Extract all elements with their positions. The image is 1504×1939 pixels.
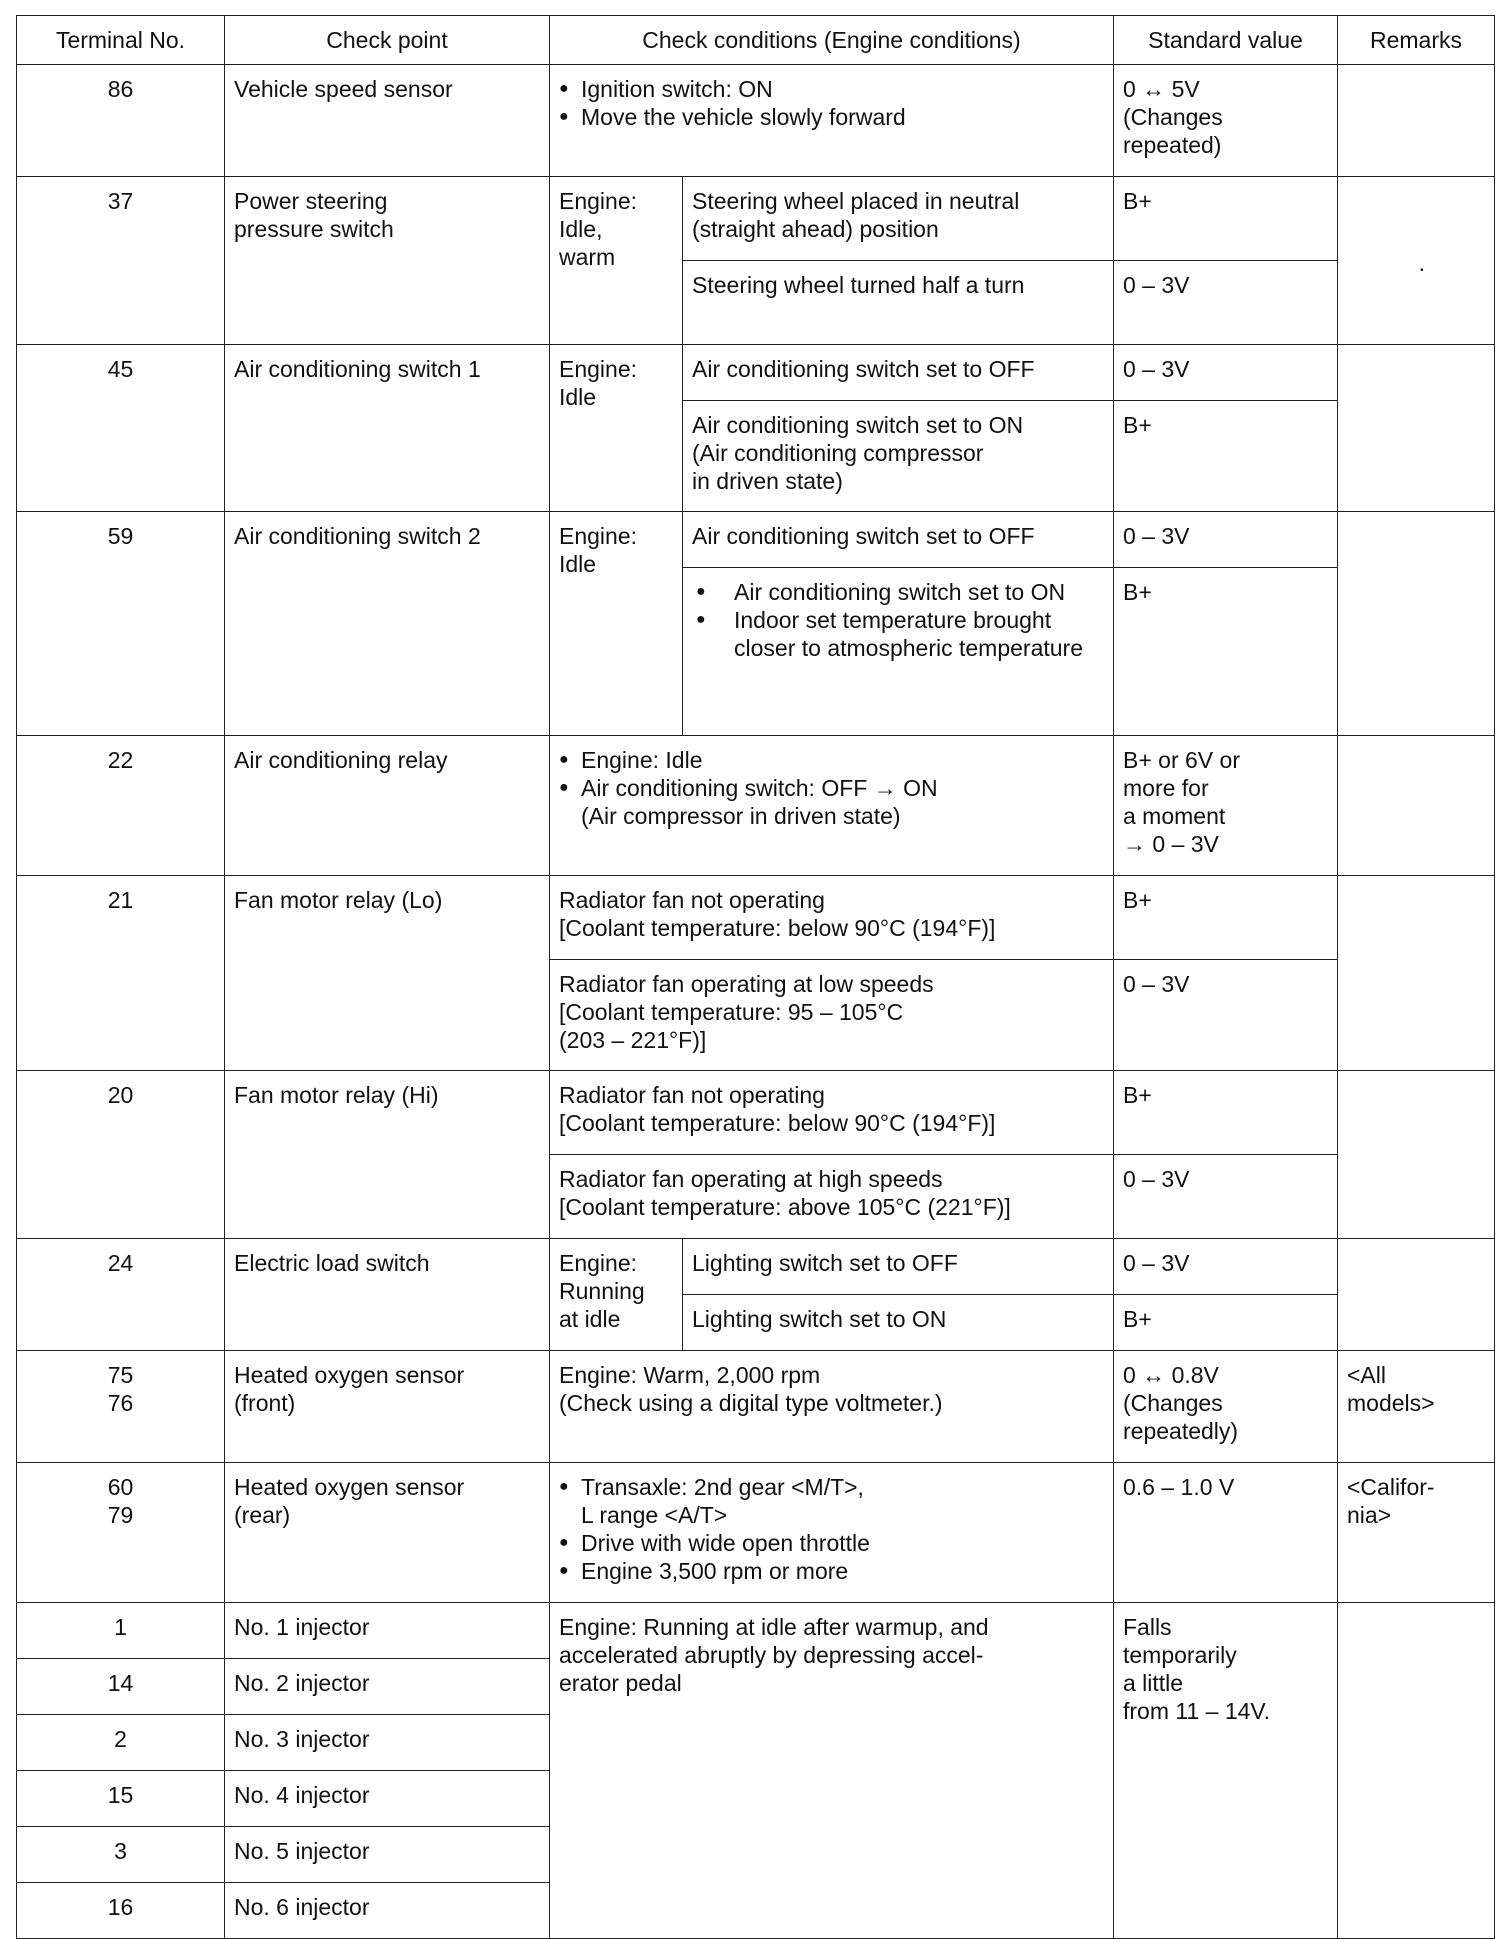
table-row — [17, 1351, 1495, 1463]
terminal-cell: 2 — [17, 1715, 225, 1771]
engine-line: Running — [559, 1278, 645, 1304]
sub-condition-line: (straight ahead) position — [692, 216, 939, 242]
conditions-cell — [550, 65, 1114, 177]
sub-condition-line: Air conditioning switch set to ON — [692, 412, 1024, 438]
check-point-cell: No. 6 injector — [225, 1883, 550, 1939]
condition-line: [Coolant temperature: below 90°C (194°F)] — [559, 1110, 996, 1136]
terminal-check-table — [16, 15, 1495, 1939]
condition-line: [Coolant temperature: above 105°C (221°F)] — [559, 1194, 1011, 1220]
terminal-cell: 59 — [17, 512, 225, 736]
condition-bullet: ● Transaxle: 2nd gear <M/T>, — [559, 1473, 1104, 1501]
value-line: repeatedly) — [1123, 1418, 1239, 1444]
condition-line: [Coolant temperature: below 90°C (194°F)] — [559, 915, 996, 941]
check-table-container — [16, 15, 1494, 1939]
terminal-cell — [17, 1463, 225, 1603]
engine-line: Idle, — [559, 216, 603, 242]
condition-line: Radiator fan not operating — [559, 1082, 825, 1108]
terminal-cell: 24 — [17, 1239, 225, 1351]
sub-condition-cell: Lighting switch set to OFF — [683, 1239, 1114, 1295]
conditions-cell — [550, 1155, 1114, 1239]
conditions-cell — [550, 1463, 1114, 1603]
engine-condition-cell — [550, 1239, 683, 1351]
terminal-cell: 22 — [17, 736, 225, 876]
value-line: → 0 – 3V — [1123, 831, 1219, 857]
terminal-line: 75 — [107, 1362, 134, 1388]
remarks-cell — [1338, 876, 1495, 1071]
remarks-cell — [1338, 736, 1495, 876]
standard-value-cell — [1114, 736, 1338, 876]
condition-bullet: ● Air conditioning switch: OFF → ON — [559, 774, 1104, 802]
terminal-line: 76 — [107, 1390, 134, 1416]
table-row — [17, 1239, 1495, 1295]
sub-condition-cell: Steering wheel turned half a turn — [683, 261, 1114, 345]
condition-bullet: ● Indoor set temperature brought closer to atmospheric temperature — [692, 606, 1104, 662]
standard-value-cell: 0 – 3V — [1114, 960, 1338, 1071]
standard-value-cell: B+ — [1114, 568, 1338, 736]
header-conditions: Check conditions (Engine conditions) — [550, 16, 1114, 65]
condition-bullet: ● Engine 3,500 rpm or more — [559, 1557, 1104, 1585]
remark-line: models> — [1347, 1390, 1435, 1416]
condition-line: [Coolant temperature: 95 – 105°C — [559, 999, 904, 1025]
condition-bullet: ● Drive with wide open throttle — [559, 1529, 1104, 1557]
conditions-cell — [550, 1603, 1114, 1939]
remark-line: <Califor- — [1347, 1474, 1435, 1500]
header-standard-value: Standard value — [1114, 16, 1338, 65]
check-point-cell — [225, 1351, 550, 1463]
conditions-cell — [550, 1071, 1114, 1155]
point-line: Heated oxygen sensor — [234, 1362, 465, 1388]
check-point-cell: No. 5 injector — [225, 1827, 550, 1883]
value-line: more for — [1123, 775, 1209, 801]
conditions-cell — [550, 960, 1114, 1071]
terminal-cell: 21 — [17, 876, 225, 1071]
point-line: (front) — [234, 1390, 296, 1416]
table-row — [17, 1463, 1495, 1603]
check-point-cell — [225, 1463, 550, 1603]
sub-condition-line: in driven state) — [692, 468, 843, 494]
value-line: temporarily — [1123, 1642, 1237, 1668]
check-point-cell: No. 4 injector — [225, 1771, 550, 1827]
sub-condition-cell: Air conditioning switch set to OFF — [683, 512, 1114, 568]
check-point-cell: No. 2 injector — [225, 1659, 550, 1715]
remarks-cell — [1338, 65, 1495, 177]
engine-line: Idle — [559, 551, 597, 577]
terminal-cell: 3 — [17, 1827, 225, 1883]
condition-line: Radiator fan operating at high speeds — [559, 1166, 943, 1192]
standard-value-cell: 0.6 – 1.0 V — [1114, 1463, 1338, 1603]
check-point-cell: No. 1 injector — [225, 1603, 550, 1659]
engine-line: Engine: — [559, 523, 638, 549]
value-line: a moment — [1123, 803, 1226, 829]
condition-bullet: ● Ignition switch: ON — [559, 75, 1104, 103]
engine-line: Engine: — [559, 356, 638, 382]
value-line: (Changes — [1123, 1390, 1223, 1416]
header-remarks: Remarks — [1338, 16, 1495, 65]
engine-condition-cell — [550, 177, 683, 345]
sub-condition-line: (Air conditioning compressor — [692, 440, 984, 466]
condition-line: Radiator fan operating at low speeds — [559, 971, 934, 997]
terminal-cell: 37 — [17, 177, 225, 345]
standard-value-cell: 0 – 3V — [1114, 261, 1338, 345]
terminal-cell: 86 — [17, 65, 225, 177]
header-terminal: Terminal No. — [17, 16, 225, 65]
condition-line: (Air compressor in driven state) — [581, 803, 901, 829]
engine-line: warm — [559, 244, 616, 270]
conditions-cell — [550, 876, 1114, 960]
condition-line: Radiator fan not operating — [559, 887, 825, 913]
remarks-cell — [1338, 1463, 1495, 1603]
sub-condition-cell: Lighting switch set to ON — [683, 1295, 1114, 1351]
condition-line: accelerated abruptly by depressing accel- — [559, 1642, 984, 1668]
remark-line: <All — [1347, 1362, 1386, 1388]
engine-line: Idle — [559, 384, 597, 410]
terminal-line: 60 — [107, 1474, 134, 1500]
engine-line: Engine: — [559, 188, 638, 214]
check-point-cell: Fan motor relay (Hi) — [225, 1071, 550, 1239]
standard-value-cell — [1114, 65, 1338, 177]
point-line: pressure switch — [234, 216, 394, 242]
condition-bullet: ● Move the vehicle slowly forward — [559, 103, 1104, 131]
point-line: (rear) — [234, 1502, 291, 1528]
table-row — [17, 876, 1495, 960]
engine-condition-cell — [550, 345, 683, 512]
condition-line: Engine: Warm, 2,000 rpm — [559, 1362, 821, 1388]
table-row — [17, 512, 1495, 568]
check-point-cell: Air conditioning switch 1 — [225, 345, 550, 512]
standard-value-cell: 0 – 3V — [1114, 512, 1338, 568]
terminal-line: 79 — [107, 1502, 134, 1528]
value-line: (Changes — [1123, 104, 1223, 130]
table-row — [17, 177, 1495, 261]
remarks-cell — [1338, 1603, 1495, 1939]
table-row — [17, 65, 1495, 177]
standard-value-cell — [1114, 1351, 1338, 1463]
value-line: repeated) — [1123, 132, 1222, 158]
remarks-cell — [1338, 1239, 1495, 1351]
check-point-cell: Vehicle speed sensor — [225, 65, 550, 177]
condition-line: L range <A/T> — [581, 1502, 728, 1528]
standard-value-cell: B+ — [1114, 177, 1338, 261]
check-point-cell: No. 3 injector — [225, 1715, 550, 1771]
terminal-cell — [17, 1351, 225, 1463]
remark-mark: . — [1418, 250, 1425, 276]
table-row — [17, 345, 1495, 401]
table-row — [17, 736, 1495, 876]
standard-value-cell: 0 – 3V — [1114, 345, 1338, 401]
terminal-cell: 45 — [17, 345, 225, 512]
check-point-cell: Electric load switch — [225, 1239, 550, 1351]
condition-line: (Check using a digital type voltmeter.) — [559, 1390, 943, 1416]
standard-value-cell: B+ — [1114, 1295, 1338, 1351]
standard-value-cell: B+ — [1114, 401, 1338, 512]
remarks-cell — [1338, 1071, 1495, 1239]
point-line: Heated oxygen sensor — [234, 1474, 465, 1500]
condition-line: (203 – 221°F)] — [559, 1027, 707, 1053]
terminal-cell: 14 — [17, 1659, 225, 1715]
check-point-cell: Fan motor relay (Lo) — [225, 876, 550, 1071]
check-point-cell — [225, 177, 550, 345]
standard-value-cell: B+ — [1114, 876, 1338, 960]
value-line: 0 ↔ 5V — [1123, 76, 1200, 102]
standard-value-cell: B+ — [1114, 1071, 1338, 1155]
remarks-cell — [1338, 345, 1495, 512]
standard-value-cell — [1114, 1603, 1338, 1939]
value-line: B+ or 6V or — [1123, 747, 1240, 773]
remarks-cell — [1338, 177, 1495, 345]
sub-condition-cell — [683, 568, 1114, 736]
sub-condition-line: Steering wheel placed in neutral — [692, 188, 1020, 214]
condition-line: Engine: Running at idle after warmup, and — [559, 1614, 989, 1640]
terminal-cell: 15 — [17, 1771, 225, 1827]
value-line: a little — [1123, 1670, 1184, 1696]
point-line: Power steering — [234, 188, 388, 214]
conditions-cell — [550, 1351, 1114, 1463]
condition-bullet: ● Air conditioning switch set to ON — [692, 578, 1104, 606]
table-header-row — [17, 16, 1495, 65]
standard-value-cell: 0 – 3V — [1114, 1239, 1338, 1295]
value-line: 0 ↔ 0.8V — [1123, 1362, 1219, 1388]
condition-line: erator pedal — [559, 1670, 682, 1696]
conditions-cell — [550, 736, 1114, 876]
terminal-cell: 20 — [17, 1071, 225, 1239]
remarks-cell — [1338, 1351, 1495, 1463]
terminal-cell: 1 — [17, 1603, 225, 1659]
table-row — [17, 1071, 1495, 1155]
sub-condition-cell — [683, 401, 1114, 512]
engine-line: Engine: — [559, 1250, 638, 1276]
standard-value-cell: 0 – 3V — [1114, 1155, 1338, 1239]
header-check-point: Check point — [225, 16, 550, 65]
table-row — [17, 1603, 1495, 1659]
check-point-cell: Air conditioning switch 2 — [225, 512, 550, 736]
sub-condition-cell — [683, 177, 1114, 261]
condition-bullet: ● Engine: Idle — [559, 746, 1104, 774]
remark-line: nia> — [1347, 1502, 1392, 1528]
sub-condition-cell: Air conditioning switch set to OFF — [683, 345, 1114, 401]
engine-condition-cell — [550, 512, 683, 736]
check-point-cell: Air conditioning relay — [225, 736, 550, 876]
terminal-cell: 16 — [17, 1883, 225, 1939]
value-line: Falls — [1123, 1614, 1172, 1640]
engine-line: at idle — [559, 1306, 621, 1332]
remarks-cell — [1338, 512, 1495, 736]
value-line: from 11 – 14V. — [1123, 1698, 1271, 1724]
